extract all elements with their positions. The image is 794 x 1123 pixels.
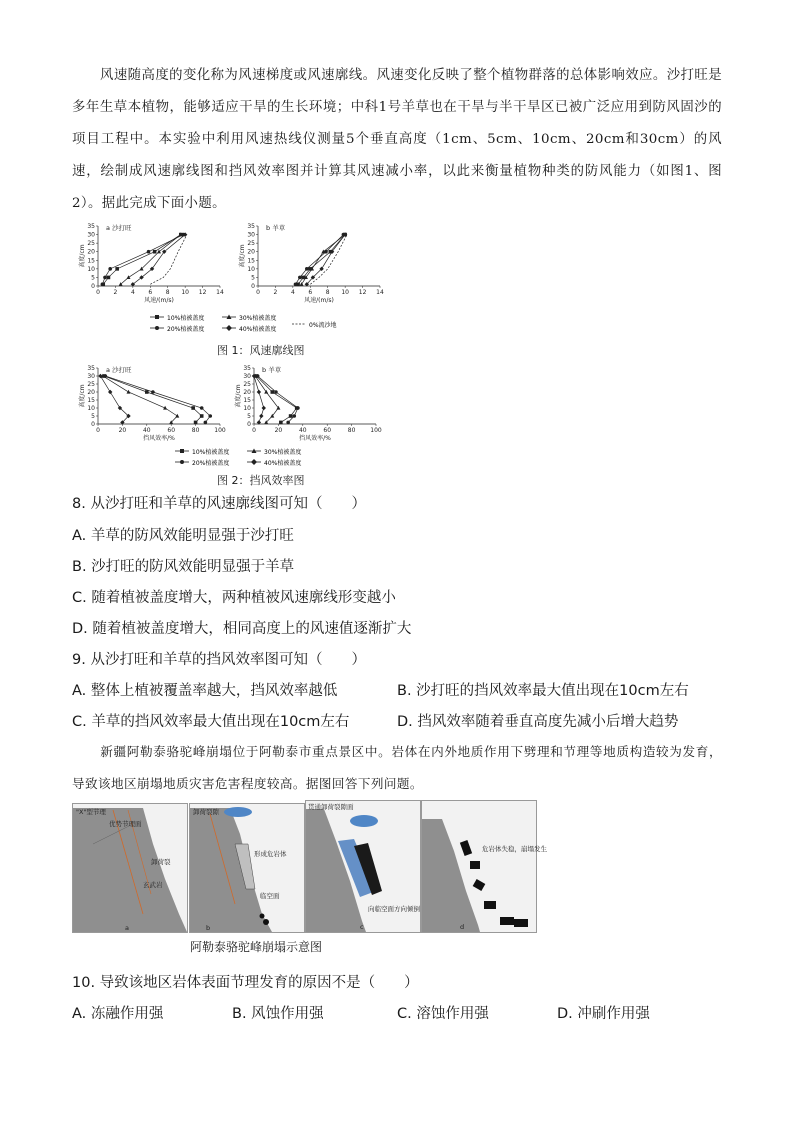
y-tick-label: 20: [87, 389, 95, 396]
y-tick-label: 25: [87, 381, 95, 388]
data-point: [257, 390, 261, 394]
y-tick-label: 5: [91, 274, 95, 282]
y-tick-label: 0: [251, 283, 255, 290]
svg-text:20%植被盖度: 20%植被盖度: [167, 326, 205, 333]
data-point: [153, 250, 157, 254]
svg-text:30%植被盖度: 30%植被盖度: [264, 449, 302, 456]
chart-title: b 羊草: [266, 224, 286, 232]
x-tick-label: 6: [308, 289, 313, 296]
x-tick-label: 0: [252, 427, 256, 434]
q9-option-c[interactable]: C. 羊草的挡风效率最大值出现在10cm左右: [72, 714, 350, 730]
label-dangerous-rock: 形成危岩体: [254, 850, 287, 858]
x-tick-label: 100: [370, 427, 382, 434]
x-tick-label: 14: [216, 289, 224, 296]
legend2-item-10: [175, 448, 229, 456]
figure1-chart-b: [232, 220, 402, 312]
y-tick-label: 10: [87, 405, 95, 412]
svg-text:30%植被盖度: 30%植被盖度: [239, 315, 277, 322]
label-unloading-crack: 卸荷裂隙: [193, 808, 219, 816]
legend-item-30: [222, 314, 276, 322]
data-point: [294, 282, 298, 286]
x-tick-label: 0: [96, 427, 100, 434]
panel-b-svg: [190, 804, 304, 932]
figure2-caption: 图 2：挡风效率图: [217, 474, 305, 487]
q9-option-b[interactable]: B. 沙打旺的挡风效率最大值出现在10cm左右: [397, 683, 689, 699]
y-tick-label: 5: [91, 413, 95, 420]
chart-title: a 沙打旺: [106, 224, 132, 232]
data-point: [279, 421, 283, 425]
figure1-caption: 图 1：风速廓线图: [217, 344, 305, 357]
y-tick-label: 30: [87, 373, 95, 380]
data-point: [296, 406, 300, 410]
svg-text:40%植被盖度: 40%植被盖度: [264, 460, 302, 467]
y-tick-label: 0: [91, 421, 95, 428]
series-line: [104, 376, 202, 422]
x-tick-label: 20: [118, 427, 127, 434]
x-tick-label: 10: [341, 289, 349, 296]
data-point: [200, 414, 204, 418]
y-tick-label: 20: [87, 248, 95, 256]
x-tick-label: 4: [130, 289, 135, 296]
data-point: [298, 276, 302, 280]
collapse-panel-c: [305, 800, 421, 933]
y-tick-label: 0: [91, 283, 95, 290]
y-tick-label: 30: [243, 373, 251, 380]
y-tick-label: 25: [247, 240, 255, 248]
legend-item-10: [150, 314, 204, 322]
y-tick-label: 30: [247, 231, 255, 239]
data-point: [151, 390, 155, 394]
chart-title: b 羊草: [262, 366, 282, 374]
x-tick-label: 40: [298, 427, 307, 434]
x-tick-label: 2: [273, 289, 278, 296]
collapse-panel-b: [189, 803, 305, 933]
chart-title: a 沙打旺: [106, 366, 132, 374]
y-tick-label: 10: [87, 265, 95, 273]
figure1-chart-a: [72, 220, 242, 312]
data-point: [108, 267, 112, 271]
label-basalt: 玄武岩: [143, 881, 163, 889]
legend-item-40: [222, 325, 276, 333]
y-tick-label: 20: [247, 248, 255, 256]
figure1-legend: [150, 312, 380, 334]
data-point: [191, 406, 195, 410]
data-point: [127, 275, 131, 279]
legend-item-0: [292, 321, 337, 329]
x-tick-label: 2: [113, 289, 118, 296]
x-axis-label: 风速/(m/s): [144, 297, 174, 304]
y-axis-label: 高度/cm: [79, 384, 86, 408]
panel-a-svg: [73, 804, 187, 932]
x-tick-label: 14: [376, 289, 384, 296]
x-tick-label: 6: [148, 289, 153, 296]
q8-stem: 8. 从沙打旺和羊草的风速廓线图可知（ ）: [72, 496, 366, 512]
label-collapse-occurs: 危岩体失稳，崩塌发生: [482, 845, 547, 853]
q9-stem: 9. 从沙打旺和羊草的挡风效率图可知（ ）: [72, 652, 366, 668]
x-tick-label: 80: [347, 427, 356, 434]
panel-c-letter: c: [360, 923, 364, 931]
q10-option-b[interactable]: B. 风蚀作用强: [232, 1006, 324, 1022]
y-tick-label: 35: [87, 365, 95, 372]
cloud-icon: [350, 815, 378, 827]
y-tick-label: 15: [87, 397, 95, 404]
x-axis-label: 挡风效率/%: [299, 435, 331, 442]
x-axis-label: 风速/(m/s): [304, 297, 334, 304]
intro-paragraph: [72, 60, 722, 220]
legend2-item-20: [175, 459, 229, 467]
panel-d-svg: [422, 801, 547, 932]
data-point: [208, 414, 212, 418]
y-tick-label: 25: [87, 240, 95, 248]
x-axis-label: 挡风效率/%: [143, 435, 175, 442]
y-tick-label: 15: [243, 397, 251, 404]
y-tick-label: 0: [247, 421, 251, 428]
y-axis-label: 高度/cm: [235, 384, 242, 408]
legend-item-20: [150, 325, 204, 333]
data-point: [271, 390, 275, 394]
y-tick-label: 5: [247, 413, 251, 420]
q10-option-d[interactable]: D. 冲刷作用强: [557, 1006, 650, 1022]
data-point: [200, 406, 204, 410]
x-tick-label: 60: [167, 427, 176, 434]
x-tick-label: 100: [214, 427, 226, 434]
x-tick-label: 60: [323, 427, 332, 434]
data-point: [292, 414, 296, 418]
q10-option-a[interactable]: A. 冻融作用强: [72, 1006, 164, 1022]
data-point: [286, 421, 290, 425]
data-point: [305, 267, 309, 271]
y-tick-label: 15: [247, 257, 255, 265]
y-axis-label: 高度/cm: [239, 244, 246, 268]
x-tick-label: 80: [191, 427, 200, 434]
x-tick-label: 12: [358, 289, 367, 296]
data-point: [115, 267, 119, 271]
svg-text:0%流沙地: 0%流沙地: [309, 322, 337, 329]
intro2-paragraph: [72, 736, 722, 800]
data-point: [108, 390, 112, 394]
intro2-text: 新疆阿勒泰骆驼峰崩塌位于阿勒泰市重点景区中。岩体在内外地质作用下劈理和节理等地质构造较为发育，导致该地区崩塌地质灾害危害程度较高。据图回答下列问题。: [72, 744, 722, 791]
series-line: [103, 376, 177, 422]
data-point: [127, 390, 131, 394]
figure3-caption: 阿勒泰骆驼峰崩塌示意图: [190, 940, 323, 954]
panel-d-letter: d: [460, 923, 465, 931]
label-dominant-joint: 优势节理面: [109, 820, 142, 828]
q9-option-d[interactable]: D. 挡风效率随着垂直高度先减小后增大趋势: [397, 714, 679, 730]
legend2-item-40: [247, 459, 301, 467]
q8-option-d[interactable]: D. 随着植被盖度增大，相同高度上的风速值逐渐扩大: [72, 621, 412, 637]
svg-text:10%植被盖度: 10%植被盖度: [167, 315, 205, 322]
data-point: [204, 421, 208, 425]
q8-option-c[interactable]: C. 随着植被盖度增大，两种植被风速廓线形变越小: [72, 590, 396, 606]
x-tick-label: 0: [96, 289, 100, 296]
collapse-panel-d: [421, 800, 547, 933]
label-through-crack: 贯通卸荷裂隙面: [308, 803, 354, 811]
svg-text:20%植被盖度: 20%植被盖度: [192, 460, 230, 467]
q8-option-a[interactable]: A. 羊草的防风效能明显强于沙打旺: [72, 528, 294, 544]
data-point: [101, 282, 105, 286]
series-line: [255, 376, 278, 422]
data-point: [147, 250, 151, 254]
x-tick-label: 4: [290, 289, 295, 296]
q10-option-c[interactable]: C. 溶蚀作用强: [397, 1006, 489, 1022]
label-x-joint: "X"型节理: [76, 808, 106, 816]
x-tick-label: 40: [142, 427, 151, 434]
data-point: [175, 414, 179, 418]
y-axis-label: 高度/cm: [79, 244, 86, 268]
data-point: [274, 390, 278, 394]
figure2-chart-a: [72, 362, 242, 447]
label-topple: 向临空面方向倾倒: [368, 905, 420, 913]
x-tick-label: 8: [165, 289, 170, 296]
figure2-chart-b: [228, 362, 398, 447]
q8-option-b[interactable]: B. 沙打旺的防风效能明显强于羊草: [72, 559, 295, 575]
svg-text:10%植被盖度: 10%植被盖度: [192, 449, 230, 456]
y-tick-label: 35: [247, 223, 255, 230]
cloud-icon: [224, 807, 252, 817]
y-tick-label: 35: [87, 223, 95, 230]
data-point: [194, 421, 198, 425]
series-line: [121, 235, 181, 285]
panel-b-letter: b: [206, 924, 211, 932]
svg-text:40%植被盖度: 40%植被盖度: [239, 326, 277, 333]
q9-option-a[interactable]: A. 整体上植被覆盖率越大，挡风效率越低: [72, 683, 338, 699]
x-tick-label: 12: [198, 289, 207, 296]
y-tick-label: 20: [243, 389, 251, 396]
legend2-item-30: [247, 448, 301, 456]
y-tick-label: 15: [87, 257, 95, 265]
x-tick-label: 20: [274, 427, 283, 434]
y-tick-label: 10: [243, 405, 251, 412]
y-tick-label: 25: [243, 381, 251, 388]
panel-a-letter: a: [125, 924, 129, 932]
data-point: [259, 414, 263, 418]
y-tick-label: 30: [87, 231, 95, 239]
x-tick-label: 8: [325, 289, 330, 296]
label-unloading: 卸荷裂: [151, 858, 171, 866]
y-tick-label: 35: [243, 365, 251, 372]
data-point: [107, 276, 111, 280]
data-point: [289, 414, 293, 418]
figure2-legend: [175, 446, 315, 468]
label-free-face: 临空面: [260, 892, 280, 900]
x-tick-label: 10: [181, 289, 189, 296]
intro-text: 风速随高度的变化称为风速梯度或风速廓线。风速变化反映了整个植物群落的总体影响效应。沙打旺是多年生草本植物，能够适应干旱的生长环境；中科1号羊草也在干旱与半干旱区已被广泛应用到防风固沙的项目工程中。本实验中利用风速热线仪测量5个垂直高度（1cm、5cm、10cm、20cm和30cm）的风速，绘制成风速廓线图和挡风效率图并计算其风速减小率，以此来衡量植物种类的防风能力（如图1、图2）。据此完成下面小题。: [72, 68, 722, 211]
q10-stem: 10. 导致该地区岩体表面节理发育的原因不是（ ）: [72, 975, 419, 991]
panel-c-svg: [306, 801, 420, 932]
series-line: [105, 376, 210, 422]
y-tick-label: 5: [251, 274, 255, 282]
series-line: [310, 235, 347, 285]
collapse-panel-a: [72, 803, 188, 933]
x-tick-label: 0: [256, 289, 260, 296]
data-point: [103, 276, 107, 280]
y-tick-label: 10: [247, 265, 255, 273]
data-point: [262, 406, 266, 410]
